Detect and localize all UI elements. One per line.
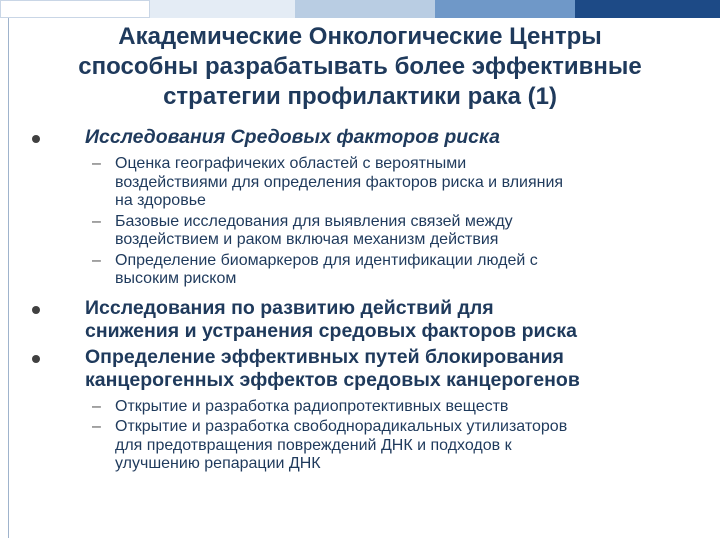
bullet-text [85,346,700,392]
sub-bullet-line: Открытие и разработка радиопротективных веществ [115,397,509,415]
slide-title [20,22,700,112]
sub-bullet-text [115,252,700,289]
slide-body [30,126,700,474]
bullet-item [30,346,700,392]
dash-icon: – [92,212,101,230]
top-bar-segment-dark [575,0,720,18]
sub-bullet-line: Базовые исследования для выявления связей между [115,212,513,230]
bullet-line: Определение эффективных путей блокирования [85,345,564,368]
sub-bullet-item [30,252,700,289]
bullet-item [30,297,700,343]
sub-bullet-item [30,213,700,250]
sub-bullet-text [115,398,700,417]
sub-bullet-line: Определение биомаркеров для идентификации людей с [115,251,538,269]
decorative-top-bar [0,0,720,18]
top-bar-segment-blue [435,0,575,18]
sub-bullet-line: на здоровье [115,192,206,209]
top-bar-segment-white [0,0,150,18]
title-line: способны разрабатывать более эффективные [78,53,642,80]
sub-bullet-text [115,155,700,211]
sub-bullet-text [115,418,700,474]
bullet-line: снижения и устранения средовых факторов риска [85,319,577,342]
sub-bullet-line: улучшению репарации ДНК [115,455,321,472]
sub-bullet-item [30,398,700,417]
bullet-line: Исследования Средовых факторов риска [85,126,500,148]
dash-icon: – [92,251,101,269]
sub-bullet-item [30,155,700,211]
sub-bullet-item [30,418,700,474]
sub-bullet-text [115,213,700,250]
bullet-text [85,126,700,149]
sub-bullet-line: Открытие и разработка свободнорадикальных утилизаторов [115,418,568,435]
bullet-dot-icon [32,306,40,314]
sub-bullet-line: воздействиями для определения факторов риска и влияния [115,173,564,191]
title-line: стратегии профилактики рака (1) [163,83,557,110]
title-line: Академические Онкологические Центры [118,23,602,50]
bullet-item [30,126,700,149]
dash-icon: – [92,418,101,435]
bullet-dot-icon [32,135,40,143]
decorative-left-rule [8,18,9,538]
sub-bullet-line: Оценка географичеких областей с вероятными [115,155,467,172]
sub-bullet-line: для предотвращения повреждений ДНК и подходов к [115,436,512,454]
top-bar-segment-light [150,0,295,18]
sub-bullet-line: высоким риском [115,270,237,287]
bullet-text [85,297,700,343]
dash-icon: – [92,155,101,172]
sub-bullet-line: воздействием и раком включая механизм действия [115,231,499,248]
bullet-dot-icon [32,355,40,363]
dash-icon: – [92,397,101,415]
bullet-line: Исследования по развитию действий для [85,296,494,319]
bullet-line: канцерогенных эффектов средовых канцерогенов [85,368,580,391]
top-bar-segment-mid [295,0,435,18]
